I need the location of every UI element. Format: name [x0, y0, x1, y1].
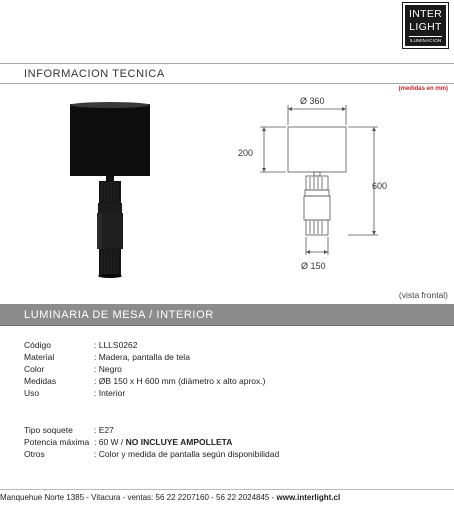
dim-total-height: 600 — [372, 181, 388, 191]
dim-base-diameter: Ø 150 — [301, 261, 326, 271]
spec-value: : Interior — [94, 388, 126, 398]
spec-label: Potencia máxima — [24, 437, 90, 447]
category-title: LUMINARIA DE MESA / INTERIOR — [24, 309, 214, 321]
spec-value: : LLLS0262 — [94, 340, 138, 350]
view-note: (vista frontal) — [398, 290, 448, 300]
spec-row — [24, 437, 424, 449]
category-band — [0, 304, 454, 326]
spec-value-warning: NO INCLUYE AMPOLLETA — [125, 437, 233, 447]
spec-label: Material — [24, 352, 55, 362]
spec-row — [24, 388, 424, 400]
spec-value-text: : 60 W / — [94, 437, 126, 447]
spec-row — [24, 340, 424, 352]
footer-contact: Manquehue Norte 1385 - Vitacura - ventas: 56 22 2207160 - 56 22 2024845 - — [0, 493, 277, 502]
spec-label: Medidas — [24, 376, 57, 386]
brand-logo — [403, 3, 448, 48]
footer-website-link[interactable]: www.interlight.cl — [276, 493, 341, 502]
spec-label: Uso — [24, 388, 40, 398]
spec-value: : ØB 150 x H 600 mm (diámetro x alto aprox.) — [94, 376, 266, 386]
product-photo — [60, 98, 160, 294]
spec-row — [24, 449, 424, 461]
top-divider — [0, 63, 454, 64]
footer — [0, 493, 454, 502]
spec-label: Color — [24, 364, 45, 374]
spec-row — [24, 364, 424, 376]
spec-value: : E27 — [94, 425, 114, 435]
dimensions-note: (medidas en mm) — [398, 86, 448, 92]
dim-shade-height: 200 — [238, 148, 254, 158]
spec-label: Código — [24, 340, 51, 350]
section-title: INFORMACION TECNICA — [24, 68, 165, 80]
dim-shade-diameter: Ø 360 — [300, 96, 325, 106]
spec-row — [24, 376, 424, 388]
spec-value: : Madera, pantalla de tela — [94, 352, 190, 362]
spec-value: : Color y medida de pantalla según disponibilidad — [94, 449, 280, 459]
spec-label: Otros — [24, 449, 45, 459]
spec-row — [24, 352, 424, 364]
brand-logo-line1: INTER — [409, 8, 442, 20]
brand-logo-tagline: ILUMINACION — [409, 38, 442, 43]
title-divider — [0, 83, 454, 84]
spec-label: Tipo soquete — [24, 425, 73, 435]
spec-value — [94, 437, 232, 447]
spec-value: : Negro — [94, 364, 122, 374]
spec-row — [24, 425, 424, 437]
brand-logo-line2: LIGHT — [409, 21, 442, 33]
footer-divider — [0, 489, 454, 490]
